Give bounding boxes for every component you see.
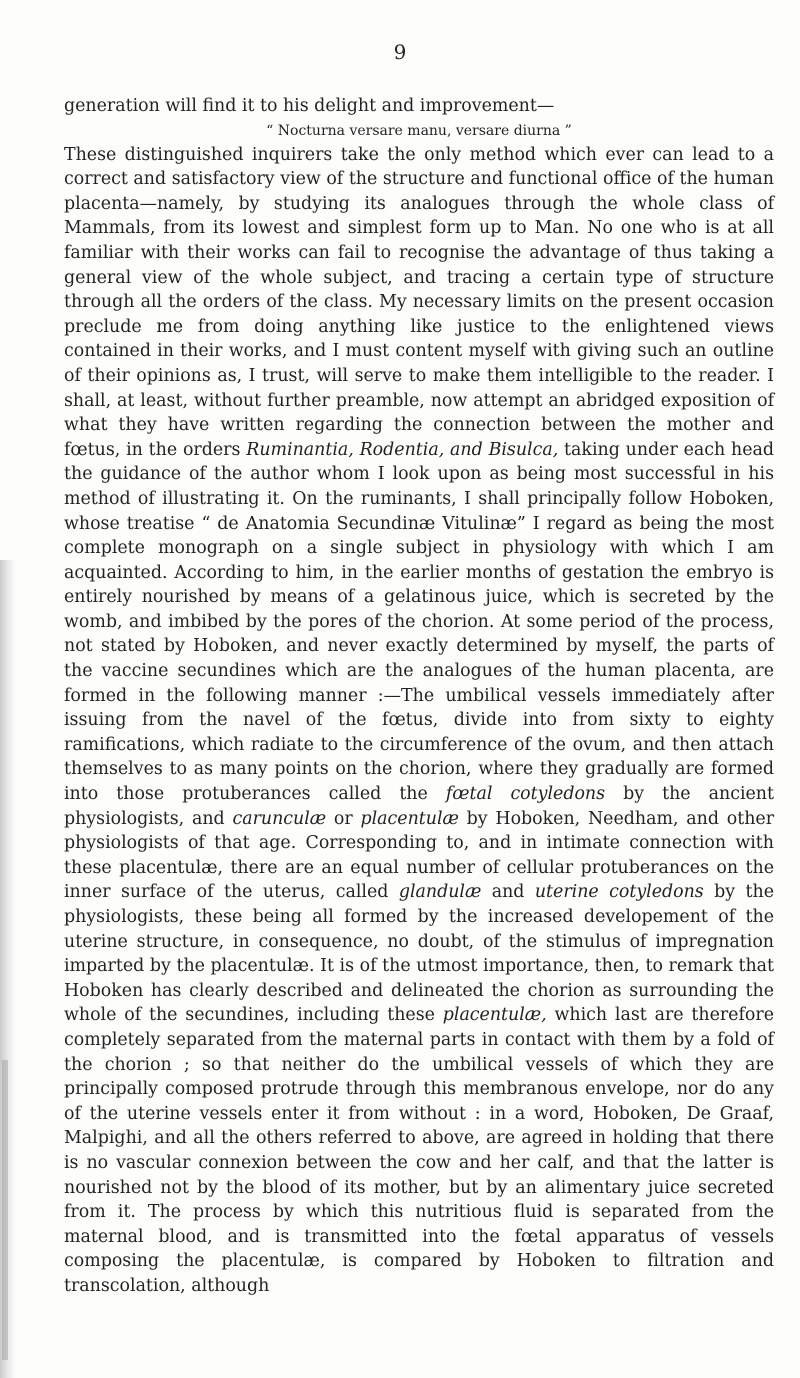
page-number: 9 xyxy=(393,40,407,64)
paragraph-text: by the physiologists, these being all formed by the increased developement of the uterine structure, in consequence, no doubt, of the stimulus of impregnation imparted by the placentulæ. It is of the utmost importance, then, to remark that Hoboken has clearly described and delineated the chorion as surrounding the whole of the secundines, including these xyxy=(64,882,774,1026)
paragraph-text: by Hoboken, Needham, and other physiologists of that age. Corresponding to, and in intimate connection with these placentulæ, there are an equal number of cellular protuberances on the inner surface of the uterus, called xyxy=(64,808,775,903)
binding-mark xyxy=(2,1060,8,1360)
italic-term: uterine cotyledons xyxy=(534,882,704,903)
latin-quote: “ Nocturna versare manu, versare diurna ” xyxy=(266,122,572,139)
italic-term: Bisulca, xyxy=(488,439,559,460)
paragraph-text: taking under each head the guidance of the author whom I look upon as being most successful in his method of illustrating it. On the ruminants, I shall principally follow Hoboken, whose treatise “ de Anatomia Secundinæ Vitulinæ” I regard as being the most complete monograph on a single subject in physiology with which I am acquainted. According to him, in the earlier months of gestation the embryo is entirely nourished by means of a gelatinous juice, which is secreted by the womb, and imbibed by the pores of the chorion. At some period of the process, not stated by Hoboken, and never exactly determined by myself, the parts of the vaccine secundines which are the analogues of the human placenta, are formed in the following manner :—The umbilical vessels immediately after issuing from the navel of the fœtus, divide into from sixty to eighty ramifications, which radiate to the circumference of the ovum, and then attach themselves to as many points on the chorion, where they gradually are formed into those protuberances called the xyxy=(64,439,774,805)
paragraph-text: These distinguished inquirers take the only method which ever can lead to a correct and satisfactory view of the structure and functional office of the human placenta—namely, by studying its analogues through the whole class of Mammals, from its lowest and simplest form up to Man. No one who is at all familiar with their works can fail to recognise the advantage of thus taking a general view of the whole subject, and tracing a certain type of structure through all the orders of the class. My necessary limits on the present occasion preclude me from doing anything like justice to the enlightened views contained in their works, and I must content myself with giving such an outline of their opinions as, I trust, will serve to make them intelligible to the reader. I shall, at least, without further preamble, now attempt an abridged exposition of what they have written regarding the connection between the mother and fœtus, in the orders xyxy=(64,144,774,460)
paragraph-text: which last are therefore completely separated from the maternal parts in contact with them by a fold of the chorion ; so that neither do the umbilical vessels of which they are principally composed protrude through this membranous envelope, nor do any of the uterine vessels enter it from without : in a word, Hoboken, De Graaf, Malpighi, and all the others referred to above, are agreed in holding that there is no vascular connexion between the cow and her calf, and that the latter is nourished not by the blood of its mother, but by an alimentary juice secreted from it. The process by which this nutritious fluid is separated from the maternal blood, and is transmitted into the fœtal apparatus of vessels composing the placentulæ, is compared by Hoboken to filtration and transcolation, although xyxy=(64,1005,774,1296)
paragraph-text: or xyxy=(326,808,361,829)
body-text xyxy=(64,94,774,1299)
paragraph-text: and xyxy=(481,882,535,903)
main-paragraph xyxy=(64,143,774,1299)
italic-term: placentulæ, xyxy=(442,1005,547,1026)
italic-term: Ruminantia, Rodentia, xyxy=(246,439,445,460)
italic-connector: and xyxy=(444,439,489,460)
italic-term: carunculæ xyxy=(232,808,327,829)
opening-line: generation will find it to his delight and improvement— xyxy=(64,96,555,116)
paragraph-text: by the ancient physiologists, and xyxy=(64,784,774,829)
italic-term: glandulæ xyxy=(398,882,482,903)
italic-term: fœtal cotyledons xyxy=(445,784,606,805)
italic-term: placentulæ xyxy=(360,808,459,829)
